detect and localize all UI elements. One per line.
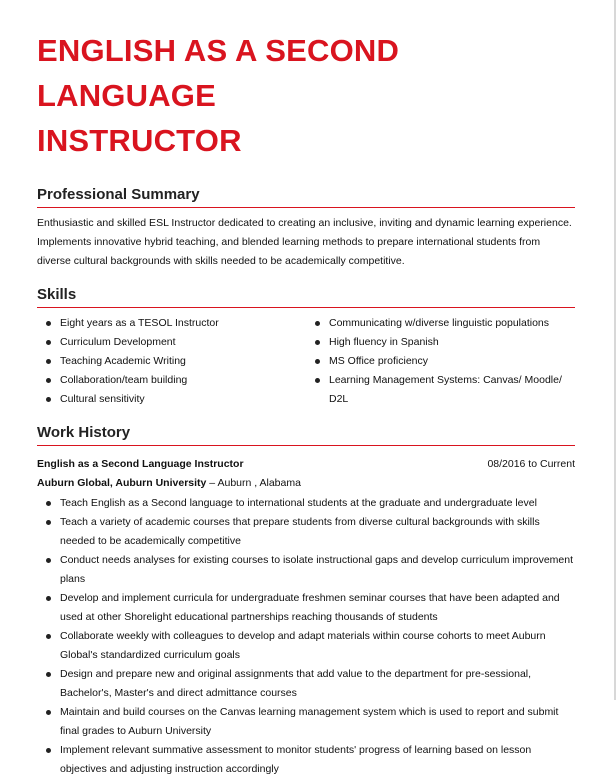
summary-text: Enthusiastic and skilled ESL Instructor dedicated to creating an inclusive, inviting and dynamic learning experience. Implements innovative hybrid teaching, and blended learning methods to prepare international students from diverse cultural backgrounds with skills needed to be academically competitive.: [37, 217, 572, 267]
skill-item: [306, 314, 575, 333]
duty-text: Maintain and build courses on the Canvas learning management system which is used to report and submit final grades to Auburn University: [60, 706, 559, 737]
resume-name-heading: [37, 0, 575, 163]
bullet-icon: [46, 672, 51, 677]
duty-text: Develop and implement curricula for undergraduate freshmen seminar courses that have been adapted and used at other Shorelight educational partnerships reaching thousands of students: [60, 592, 560, 623]
bullet-icon: [46, 558, 51, 563]
work-history-section: [37, 424, 575, 779]
skills-title: Skills: [37, 286, 575, 308]
bullet-icon: [46, 501, 51, 506]
bullet-icon: [315, 321, 320, 326]
bullet-icon: [46, 596, 51, 601]
duty-item: [37, 494, 575, 513]
duty-item: [37, 627, 575, 665]
bullet-icon: [315, 378, 320, 383]
work-history-title: Work History: [37, 424, 575, 446]
skill-text: Communicating w/diverse linguistic populations: [329, 317, 550, 329]
skill-text: Eight years as a TESOL Instructor: [60, 317, 219, 329]
skill-item: [37, 390, 306, 409]
duty-text: Teach a variety of academic courses that prepare students from diverse cultural backgrounds with skills needed to be academically competitive: [60, 516, 540, 547]
duty-text: Design and prepare new and original assignments that add value to the department for pre-sessional, Bachelor's, Master's and direct admittance courses: [60, 668, 532, 699]
bullet-icon: [315, 359, 320, 364]
bullet-icon: [46, 340, 51, 345]
summary-title: Professional Summary: [37, 186, 575, 208]
bullet-icon: [46, 748, 51, 753]
duty-item: [37, 703, 575, 741]
job-title: English as a Second Language Instructor: [37, 458, 244, 470]
skill-text: Curriculum Development: [60, 336, 176, 348]
bullet-icon: [46, 710, 51, 715]
skill-item: [306, 352, 575, 371]
skill-text: Collaboration/team building: [60, 374, 188, 386]
skills-right-column: [306, 314, 575, 409]
duty-text: Collaborate weekly with colleagues to develop and adapt materials within course cohorts to meet Auburn Global's standardized curriculum goals: [60, 630, 546, 661]
skill-item: [37, 314, 306, 333]
bullet-icon: [46, 634, 51, 639]
bullet-icon: [46, 359, 51, 364]
skills-section: [37, 286, 575, 409]
skill-item: [306, 371, 575, 409]
skill-text: MS Office proficiency: [329, 355, 429, 367]
skill-item: [37, 352, 306, 371]
company-line: [37, 474, 575, 492]
name-line-1: ENGLISH AS A SECOND LANGUAGE: [37, 33, 400, 113]
duty-text: Conduct needs analyses for existing courses to isolate instructional gaps and develop curriculum improvement plans: [60, 554, 574, 585]
duties-list: [37, 494, 575, 779]
skills-left-column: [37, 314, 306, 409]
company-name: Auburn Global, Auburn University: [37, 477, 207, 489]
bullet-icon: [315, 340, 320, 345]
duty-item: [37, 551, 575, 589]
duty-item: [37, 741, 575, 779]
duty-item: [37, 589, 575, 627]
skill-text: Learning Management Systems: Canvas/ Moodle/ D2L: [329, 374, 562, 405]
skill-item: [37, 371, 306, 390]
duty-text: Implement relevant summative assessment to monitor students' progress of learning based on lesson objectives and adjusting instruction accordingly: [60, 744, 532, 775]
skill-text: Cultural sensitivity: [60, 393, 145, 405]
skill-item: [306, 333, 575, 352]
skill-text: Teaching Academic Writing: [60, 355, 186, 367]
resume-page: [37, 0, 575, 779]
bullet-icon: [46, 378, 51, 383]
company-location: – Auburn , Alabama: [206, 477, 301, 489]
job-dates: 08/2016 to Current: [487, 458, 575, 470]
skill-text: High fluency in Spanish: [329, 336, 439, 348]
duty-item: [37, 513, 575, 551]
name-line-2: INSTRUCTOR: [37, 123, 242, 158]
bullet-icon: [46, 520, 51, 525]
summary-section: [37, 186, 575, 271]
job-header: [37, 456, 575, 472]
duty-text: Teach English as a Second language to international students at the graduate and undergraduate level: [60, 497, 537, 509]
bullet-icon: [46, 321, 51, 326]
bullet-icon: [46, 397, 51, 402]
duty-item: [37, 665, 575, 703]
skill-item: [37, 333, 306, 352]
